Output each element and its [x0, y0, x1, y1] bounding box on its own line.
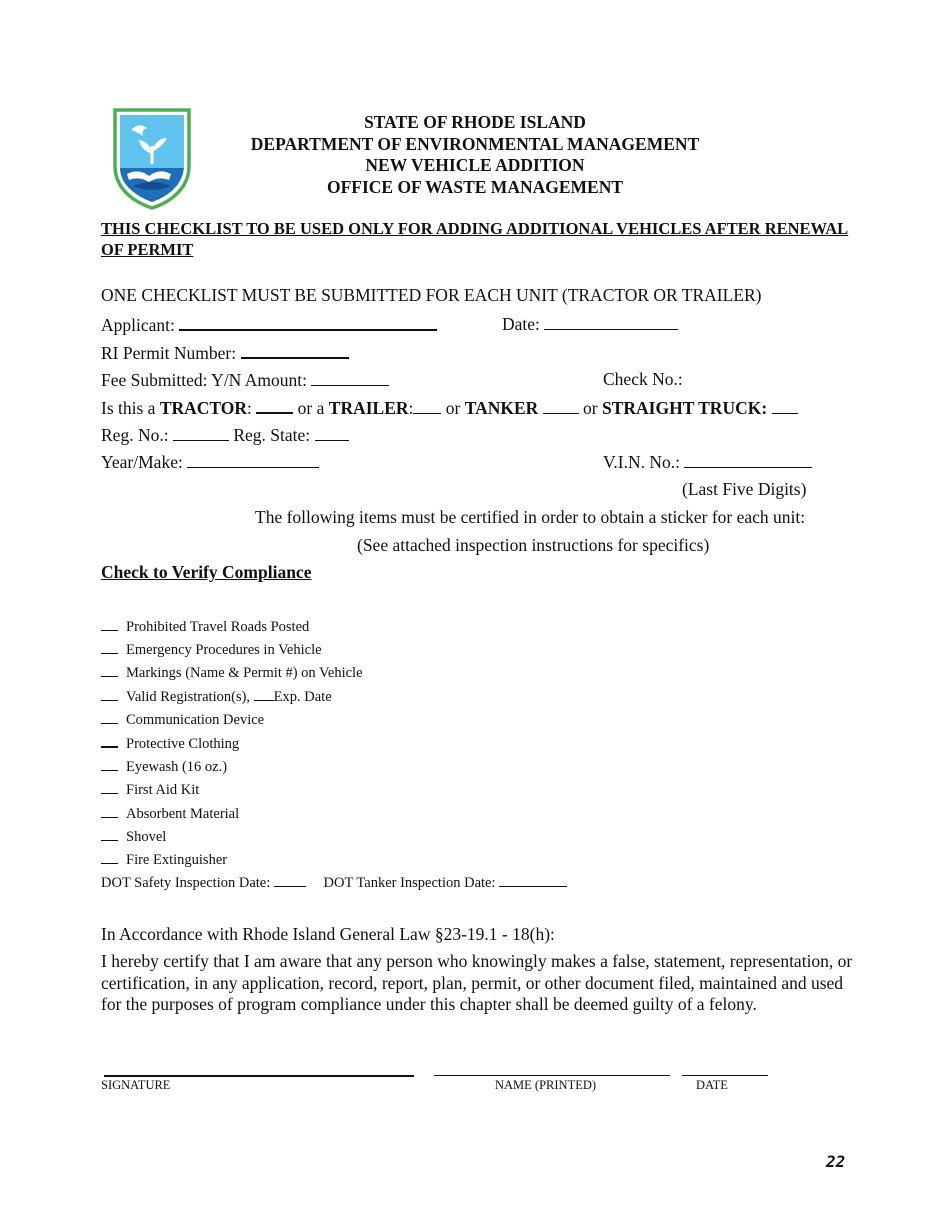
checkbox-blank[interactable]: [101, 732, 118, 748]
check-no-label: Check No.:: [603, 369, 683, 389]
list-item: Absorbent Material: [101, 803, 363, 826]
checkbox-blank[interactable]: [101, 662, 118, 677]
checklist-items: [101, 616, 363, 872]
list-item: Prohibited Travel Roads Posted: [101, 616, 363, 639]
permit-label: RI Permit Number:: [101, 343, 237, 363]
name-printed-line[interactable]: [434, 1075, 670, 1076]
list-item: First Aid Kit: [101, 779, 363, 802]
signature-line[interactable]: [104, 1075, 414, 1077]
ri-dem-shield-logo-icon: [113, 108, 191, 210]
exp-date-blank[interactable]: [254, 686, 274, 701]
date-signature-line[interactable]: [682, 1075, 768, 1076]
reg-no-field[interactable]: [173, 424, 229, 441]
dot-safety-date-field[interactable]: [274, 872, 306, 887]
list-item: Shovel: [101, 826, 363, 849]
applicant-field[interactable]: [179, 313, 437, 331]
list-item: Protective Clothing: [101, 732, 363, 756]
or-text-1: or: [445, 398, 461, 418]
certify-items-text: The following items must be certified in order to obtain a sticker for each unit:: [255, 507, 806, 527]
list-item: Communication Device: [101, 709, 363, 732]
tanker-field[interactable]: [543, 397, 579, 414]
header-department: DEPARTMENT OF ENVIRONMENTAL MANAGEMENT: [250, 133, 700, 154]
exp-date-label: Exp. Date: [273, 688, 332, 705]
header-state: STATE OF RHODE ISLAND: [364, 112, 586, 132]
certification-text: I hereby certify that I am aware that any person who knowingly makes a false, statement, representation, or certification, in any application, record, report, plan, permit, or other document filed, maintained and used for the purposes of program compliance under this chapter shall be deemed guilty of a felony.: [101, 951, 853, 1014]
checkbox-blank[interactable]: [101, 779, 118, 794]
year-make-label: Year/Make:: [101, 452, 183, 472]
list-item: Valid Registration(s), Exp. Date: [101, 686, 363, 709]
one-checklist-text: ONE CHECKLIST MUST BE SUBMITTED FOR EACH UNIT (TRACTOR OR TRAILER): [101, 285, 762, 305]
notice-text: THIS CHECKLIST TO BE USED ONLY FOR ADDING ADDITIONAL VEHICLES AFTER RENEWAL OF PERMIT: [101, 219, 849, 259]
trailer-field[interactable]: [413, 397, 441, 414]
list-item: Fire Extinguisher: [101, 849, 363, 872]
last-five-digits-text: (Last Five Digits): [682, 479, 807, 499]
trailer-label: TRAILER: [328, 398, 409, 418]
permit-number-field[interactable]: [241, 341, 349, 359]
list-item: Eyewash (16 oz.): [101, 756, 363, 779]
vin-row: [603, 451, 812, 473]
checkbox-blank[interactable]: [101, 616, 118, 631]
year-make-row: [101, 451, 319, 473]
straight-truck-label: STRAIGHT TRUCK:: [602, 398, 768, 418]
unit-prefix: Is this a: [101, 398, 156, 418]
vin-label: V.I.N. No.:: [603, 452, 680, 472]
list-item: Emergency Procedures in Vehicle: [101, 639, 363, 662]
or-text-2: or: [583, 398, 598, 418]
vin-field[interactable]: [684, 451, 812, 468]
checkbox-blank[interactable]: [101, 803, 118, 818]
dot-safety-label: DOT Safety Inspection Date:: [101, 875, 271, 891]
tanker-label: TANKER: [464, 398, 539, 418]
checkbox-blank[interactable]: [101, 756, 118, 771]
applicant-label: Applicant:: [101, 315, 175, 335]
see-attached-text: (See attached inspection instructions for specifics): [357, 535, 710, 555]
name-printed-label: NAME (PRINTED): [495, 1078, 597, 1092]
signature-label: SIGNATURE: [101, 1078, 171, 1092]
or-a-text: or a: [297, 398, 325, 418]
year-make-field[interactable]: [187, 451, 319, 468]
date-label: Date:: [502, 314, 540, 334]
reg-state-field[interactable]: [315, 424, 349, 441]
checkbox-blank[interactable]: [101, 686, 118, 701]
date-field[interactable]: [544, 313, 678, 330]
signature-date-label: DATE: [696, 1078, 728, 1092]
checkbox-blank[interactable]: [101, 639, 118, 654]
fee-row: [101, 369, 389, 391]
law-heading: In Accordance with Rhode Island General Law §23-19.1 - 18(h):: [101, 924, 555, 944]
checkbox-blank[interactable]: [101, 849, 118, 864]
straight-truck-field[interactable]: [772, 397, 798, 414]
reg-no-label: Reg. No.:: [101, 425, 169, 445]
dot-inspection-row: [101, 872, 567, 892]
page-number: 22: [826, 1152, 846, 1171]
fee-amount-field[interactable]: [311, 369, 389, 386]
header-form-title: NEW VEHICLE ADDITION: [365, 155, 585, 175]
dot-tanker-date-field[interactable]: [499, 872, 567, 887]
applicant-row: [101, 313, 437, 336]
tractor-label: TRACTOR: [159, 398, 248, 418]
fee-label: Fee Submitted: Y/N Amount:: [101, 370, 307, 390]
registration-row: [101, 424, 349, 446]
header-office: OFFICE OF WASTE MANAGEMENT: [326, 176, 624, 197]
permit-row: [101, 341, 349, 364]
date-row: [502, 313, 678, 335]
tractor-field[interactable]: [256, 396, 293, 414]
unit-type-row: Is this a TRACTOR: or a TRAILER: or TANKER or STRAIGHT TRUCK:: [101, 396, 798, 419]
checkbox-blank[interactable]: [101, 826, 118, 841]
checkbox-blank[interactable]: [101, 709, 118, 724]
checklist-title: Check to Verify Compliance: [101, 562, 312, 582]
header-title-block: [200, 112, 750, 198]
reg-state-label: Reg. State:: [233, 425, 311, 445]
dot-tanker-label: DOT Tanker Inspection Date:: [323, 875, 496, 891]
list-item: Markings (Name & Permit #) on Vehicle: [101, 662, 363, 685]
